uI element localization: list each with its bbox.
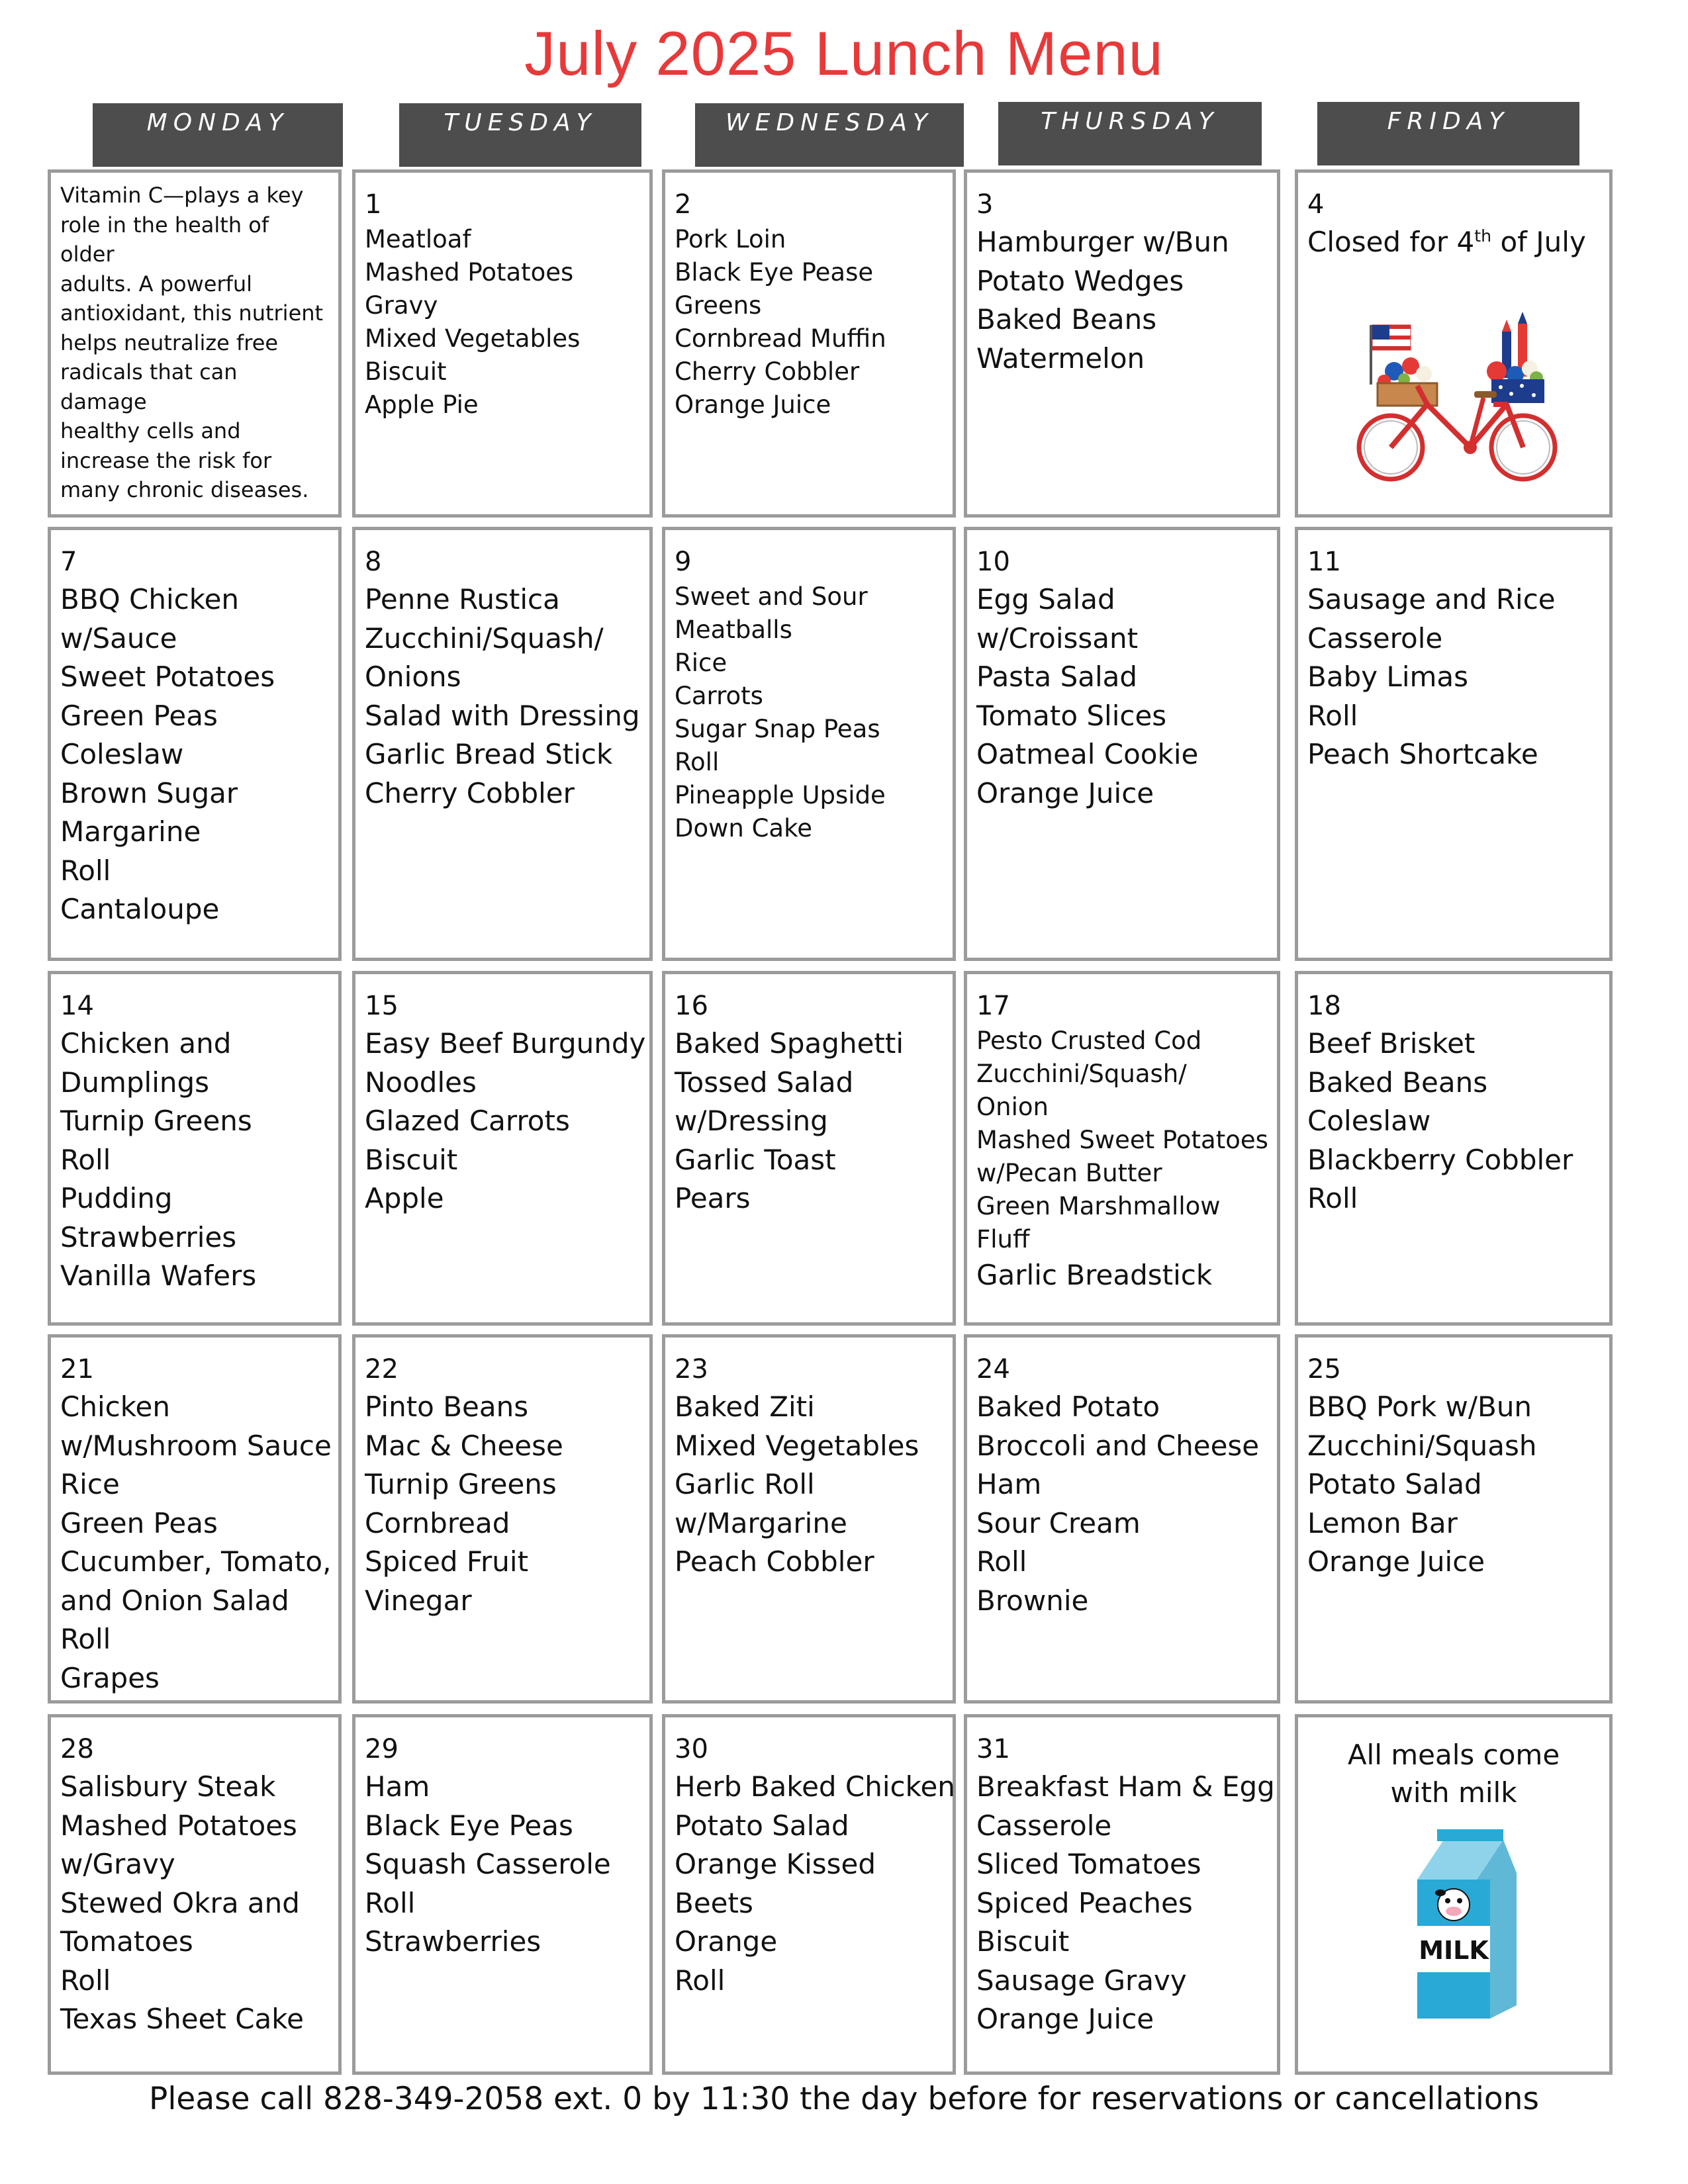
menu-item: Easy Beef Burgundy: [365, 1027, 646, 1060]
menu-item: Ham: [976, 1468, 1042, 1500]
menu-item: Cornbread Muffin: [675, 324, 886, 353]
menu-item: Orange Juice: [976, 2003, 1154, 2035]
menu-item: Vanilla Wafers: [60, 1259, 257, 1292]
menu-item: Black Eye Peas: [365, 1809, 573, 1842]
date-number: 18: [1307, 991, 1341, 1021]
menu-item: Cornbread: [365, 1506, 510, 1539]
menu-item: Baby Limas: [1307, 660, 1469, 693]
menu-item: Ham: [365, 1770, 430, 1803]
day-header-monday: MONDAY: [93, 103, 343, 167]
menu-item: Roll: [675, 1964, 726, 1997]
menu-item: Potato Wedges: [976, 264, 1184, 297]
day-cell-3: [964, 169, 1280, 518]
menu-item: w/Sauce: [60, 621, 177, 655]
menu-item: Pineapple Upside: [675, 781, 886, 809]
menu-item: w/Dressing: [675, 1105, 828, 1137]
note-line: antioxidant, this nutrient: [60, 300, 324, 326]
menu-items: [60, 1768, 329, 2039]
menu-item: Orange: [675, 1925, 778, 1958]
menu-item: Orange Juice: [1307, 1545, 1485, 1578]
menu-item: Strawberries: [365, 1925, 541, 1958]
menu-item: Blackberry Cobbler: [1307, 1143, 1573, 1176]
note-line: adults. A powerful: [60, 271, 253, 296]
menu-item: Garlic Roll: [675, 1468, 815, 1500]
menu-item: Meatballs: [675, 615, 792, 644]
day-cell-11: [1295, 527, 1613, 961]
date-number: 15: [365, 991, 399, 1021]
menu-item: Mashed Sweet Potatoes: [976, 1126, 1268, 1154]
menu-item: Pesto Crusted Cod: [976, 1026, 1202, 1055]
day-cell-28: [48, 1714, 342, 2075]
menu-item: Roll: [1307, 1182, 1358, 1214]
menu-items: [976, 1024, 1268, 1295]
menu-item: Roll: [365, 1886, 416, 1919]
menu-item: Potato Salad: [675, 1809, 849, 1842]
menu-item: Zucchini/Squash/: [976, 1060, 1187, 1088]
menu-items: [976, 1388, 1268, 1620]
menu-item: Black Eye Pease: [675, 258, 874, 287]
menu-items: [60, 1024, 329, 1296]
menu-items: [1307, 1388, 1600, 1582]
menu-item: Orange Kissed: [675, 1848, 876, 1880]
date-number: 22: [365, 1354, 399, 1385]
milk-cell: [1295, 1714, 1613, 2075]
menu-items: [1307, 1024, 1600, 1218]
day-cell-8: [352, 527, 653, 961]
milk-label: MILK: [1419, 1936, 1489, 1965]
date-number: 16: [675, 991, 708, 1021]
menu-item: Mashed Potatoes: [365, 258, 574, 287]
menu-item: Rice: [60, 1468, 120, 1500]
menu-item: Cherry Cobbler: [365, 776, 575, 809]
day-cell-10: [964, 527, 1280, 961]
vitamin-note-cell: [48, 169, 342, 518]
date-number: 28: [60, 1734, 94, 1764]
menu-item: Tomato Slices: [976, 699, 1167, 732]
day-cell-22: [352, 1334, 653, 1704]
menu-item: Cantaloupe: [60, 893, 220, 925]
menu-item: Mixed Vegetables: [365, 324, 581, 353]
menu-item: Oatmeal Cookie: [976, 738, 1199, 770]
menu-item: Green Peas: [60, 1506, 218, 1539]
milk-carton-icon: [1404, 1827, 1523, 2025]
menu-item: Orange Juice: [675, 390, 831, 419]
menu-item: Roll: [675, 748, 720, 776]
day-cell-21: [48, 1334, 342, 1704]
menu-items: [675, 580, 943, 845]
menu-items: [60, 580, 329, 929]
menu-item: Coleslaw: [60, 738, 184, 770]
menu-items: [365, 580, 640, 813]
menu-item: Garlic Toast: [675, 1143, 836, 1176]
menu-item: Roll: [1307, 699, 1358, 732]
date-number: 24: [976, 1354, 1010, 1385]
menu-item: Green Marshmallow: [976, 1192, 1221, 1220]
menu-item: Roll: [60, 1143, 111, 1176]
menu-item: w/Pecan Butter: [976, 1159, 1162, 1187]
date-number: 17: [976, 991, 1010, 1021]
menu-item: Casserole: [1307, 621, 1443, 655]
menu-item: Brown Sugar: [60, 776, 238, 809]
menu-item: Peach Shortcake: [1307, 738, 1538, 770]
menu-item: Sweet Potatoes: [60, 660, 275, 693]
menu-item: Turnip Greens: [365, 1468, 557, 1500]
date-number: 10: [976, 547, 1010, 577]
date-number: 2: [675, 189, 692, 220]
menu-item: Brownie: [976, 1584, 1089, 1617]
day-cell-29: [352, 1714, 653, 2075]
menu-items: [675, 1768, 955, 2000]
menu-item: Roll: [60, 1964, 111, 1997]
menu-item: Biscuit: [365, 357, 447, 386]
day-cell-1: [352, 169, 653, 518]
milk-line-2: with milk: [1390, 1776, 1517, 1809]
menu-item: Roll: [976, 1545, 1027, 1578]
menu-item: Beef Brisket: [1307, 1027, 1476, 1060]
day-header-friday: FRIDAY: [1317, 102, 1579, 165]
closed-notice: [1307, 223, 1600, 261]
menu-item: Mixed Vegetables: [675, 1429, 919, 1462]
date-number: 21: [60, 1354, 94, 1385]
note-line: role in the health of older: [60, 212, 269, 267]
menu-item: Pasta Salad: [976, 660, 1138, 693]
menu-item: Carrots: [675, 682, 763, 710]
menu-item: Grapes: [60, 1661, 160, 1694]
note-line: increase the risk for: [60, 447, 272, 473]
menu-item: Onions: [365, 660, 461, 693]
menu-item: Squash Casserole: [365, 1848, 611, 1880]
menu-items: [675, 1024, 943, 1218]
menu-item: BBQ Chicken: [60, 583, 240, 615]
closed-text: Closed for 4: [1307, 226, 1475, 258]
menu-item: Baked Ziti: [675, 1390, 815, 1423]
date-number: 14: [60, 991, 94, 1021]
menu-item: Baked Potato: [976, 1390, 1160, 1423]
day-cell-24: [964, 1334, 1280, 1704]
menu-item: Chicken: [60, 1390, 170, 1423]
menu-item: Greens: [675, 291, 762, 320]
menu-item: Gravy: [365, 291, 438, 320]
menu-item: Garlic Bread Stick: [365, 738, 613, 770]
menu-item: Sour Cream: [976, 1506, 1141, 1539]
note-line: healthy cells and: [60, 418, 241, 443]
menu-item: Baked Spaghetti: [675, 1027, 904, 1060]
menu-items: [976, 580, 1268, 813]
menu-item: Rice: [675, 649, 727, 677]
menu-item: Penne Rustica: [365, 583, 560, 615]
day-header-wednesday: WEDNESDAY: [695, 103, 964, 167]
menu-item: Sweet and Sour: [675, 582, 868, 611]
menu-item: Sausage and Rice: [1307, 583, 1556, 615]
menu-item: Vinegar: [365, 1584, 472, 1617]
menu-items: [675, 223, 943, 422]
menu-item: Texas Sheet Cake: [60, 2003, 304, 2035]
date-number: 9: [675, 547, 692, 577]
day-header-thursday: THURSDAY: [998, 102, 1262, 165]
menu-item: Apple Pie: [365, 390, 479, 419]
day-cell-4: [1295, 169, 1613, 518]
day-cell-25: [1295, 1334, 1613, 1704]
menu-items: [976, 1768, 1275, 2039]
menu-item: w/Mushroom Sauce: [60, 1429, 332, 1462]
day-cell-7: [48, 527, 342, 961]
day-header-tuesday: TUESDAY: [399, 103, 641, 167]
menu-items: [365, 1388, 640, 1620]
menu-item: Onion: [976, 1093, 1049, 1121]
menu-item: Orange Juice: [976, 776, 1154, 809]
menu-item: Fluff: [976, 1225, 1030, 1253]
menu-item: Meatloaf: [365, 225, 471, 253]
menu-items: [976, 223, 1268, 378]
menu-item: Zucchini/Squash/: [365, 621, 604, 655]
page-title: July 2025 Lunch Menu: [524, 19, 1164, 88]
menu-item: w/Margarine: [675, 1506, 847, 1539]
date-number: 11: [1307, 547, 1341, 577]
menu-item: Beets: [675, 1886, 753, 1919]
day-cell-16: [662, 971, 956, 1326]
date-number: 8: [365, 547, 382, 577]
menu-item: Margarine: [60, 815, 201, 848]
menu-item: Mac & Cheese: [365, 1429, 563, 1462]
menu-item: Noodles: [365, 1066, 477, 1099]
menu-item: Chicken and: [60, 1027, 232, 1060]
menu-item: Cucumber, Tomato,: [60, 1545, 332, 1578]
menu-item: Sliced Tomatoes: [976, 1848, 1201, 1880]
menu-item: Egg Salad: [976, 583, 1115, 615]
menu-item: Sausage Gravy: [976, 1964, 1187, 1997]
date-number: 30: [675, 1734, 708, 1764]
date-number: 31: [976, 1734, 1010, 1764]
day-cell-18: [1295, 971, 1613, 1326]
note-line: helps neutralize free: [60, 330, 279, 355]
menu-items: [365, 1024, 646, 1218]
menu-item: Zucchini/Squash: [1307, 1429, 1537, 1462]
menu-item: Roll: [60, 854, 111, 887]
menu-item: Apple: [365, 1182, 444, 1214]
menu-item: Dumplings: [60, 1066, 210, 1099]
menu-item: Tossed Salad: [675, 1066, 854, 1099]
day-cell-30: [662, 1714, 956, 2075]
menu-items: [365, 1768, 640, 1962]
note-line: many chronic diseases.: [60, 477, 309, 502]
menu-item: Coleslaw: [1307, 1105, 1431, 1137]
menu-item: Peach Cobbler: [675, 1545, 874, 1578]
note-line: radicals that can damage: [60, 359, 238, 414]
date-number: 23: [675, 1354, 708, 1385]
date-number: 4: [1307, 189, 1325, 220]
menu-item: Turnip Greens: [60, 1105, 252, 1137]
vitamin-note: [60, 181, 329, 505]
menu-items: [675, 1388, 943, 1582]
date-number: 7: [60, 547, 77, 577]
menu-item: Pudding: [60, 1182, 173, 1214]
day-cell-15: [352, 971, 653, 1326]
menu-items: [60, 1388, 332, 1698]
menu-items: [1307, 580, 1600, 774]
footer-note: Please call 828-349-2058 ext. 0 by 11:30 the day before for reservations or cancellations: [149, 2081, 1539, 2117]
menu-item: Garlic Breadstick: [976, 1259, 1213, 1291]
menu-item: Roll: [60, 1623, 111, 1655]
menu-item: Watermelon: [976, 341, 1145, 375]
menu-item: Baked Beans: [976, 303, 1157, 336]
day-cell-17: [964, 971, 1280, 1326]
date-number: 29: [365, 1734, 399, 1764]
patriotic-bicycle-icon: [1344, 305, 1570, 484]
menu-item: Spiced Peaches: [976, 1886, 1193, 1919]
menu-item: w/Croissant: [976, 621, 1139, 655]
date-number: 1: [365, 189, 382, 220]
menu-item: Breakfast Ham & Egg: [976, 1770, 1275, 1803]
menu-item: Cherry Cobbler: [675, 357, 860, 386]
day-cell-2: [662, 169, 956, 518]
menu-item: Biscuit: [976, 1925, 1070, 1958]
day-cell-9: [662, 527, 956, 961]
menu-item: Lemon Bar: [1307, 1506, 1458, 1539]
menu-item: Biscuit: [365, 1143, 458, 1176]
day-cell-31: [964, 1714, 1280, 2075]
menu-item: Salad with Dressing: [365, 699, 640, 732]
menu-item: Potato Salad: [1307, 1468, 1482, 1500]
menu-item: Pears: [675, 1182, 751, 1214]
menu-item: Glazed Carrots: [365, 1105, 570, 1137]
menu-item: Sugar Snap Peas: [675, 715, 880, 743]
note-line: Vitamin C—plays a key: [60, 183, 304, 208]
menu-item: Hamburger w/Bun: [976, 226, 1229, 258]
menu-item: and Onion Salad: [60, 1584, 289, 1617]
menu-item: Casserole: [976, 1809, 1112, 1842]
closed-text-end: of July: [1491, 226, 1586, 258]
day-cell-14: [48, 971, 342, 1326]
day-cell-23: [662, 1334, 956, 1704]
date-number: 25: [1307, 1354, 1341, 1385]
milk-line-1: All meals come: [1347, 1739, 1560, 1771]
menu-item: Broccoli and Cheese: [976, 1429, 1260, 1462]
menu-item: Pork Loin: [675, 225, 786, 253]
menu-item: Spiced Fruit: [365, 1545, 529, 1578]
closed-sup: th: [1474, 226, 1492, 246]
menu-item: Pinto Beans: [365, 1390, 529, 1423]
menu-item: Green Peas: [60, 699, 218, 732]
menu-item: Stewed Okra and: [60, 1886, 300, 1919]
menu-item: Herb Baked Chicken: [675, 1770, 955, 1803]
menu-item: Salisbury Steak: [60, 1770, 276, 1803]
menu-item: Tomatoes: [60, 1925, 193, 1958]
menu-item: Baked Beans: [1307, 1066, 1488, 1099]
menu-item: BBQ Pork w/Bun: [1307, 1390, 1532, 1423]
menu-items: [365, 223, 640, 422]
menu-item: Strawberries: [60, 1220, 237, 1253]
menu-item: Down Cake: [675, 814, 812, 842]
menu-item: Mashed Potatoes: [60, 1809, 297, 1842]
date-number: 3: [976, 189, 994, 220]
menu-item: w/Gravy: [60, 1848, 175, 1880]
